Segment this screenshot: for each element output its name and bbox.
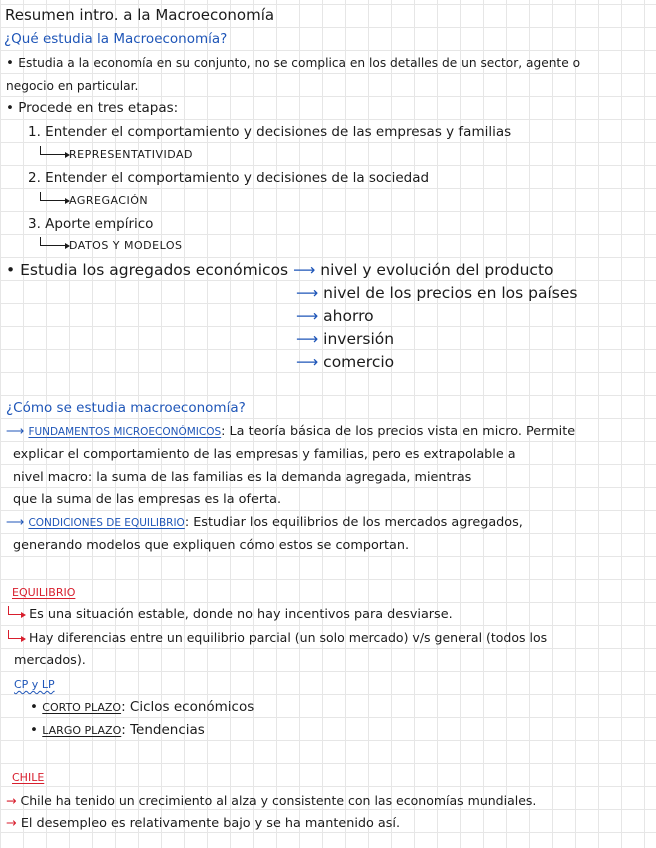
arrow-icon: ⟶ [6,424,25,439]
cp-lp-heading: CP y LP [14,678,55,691]
hook-arrow-icon [8,606,23,615]
bullet-conjunto [6,57,580,71]
step-2: 2. Entender el comportamiento y decisiones de la sociedad [28,170,430,186]
arrow-icon: → [6,816,17,831]
hook-arrow-icon [40,146,67,155]
bullet-agregados [6,263,554,279]
largo-plazo-line [30,724,205,738]
aggregate-row [296,332,394,348]
bullet-text: Estudia a la economía en su conjunto, no se complica en los detalles de un sector, agente o [18,56,581,70]
step-1: 1. Entender el comportamiento y decisiones de las empresas y familias [28,124,512,140]
step-sub-label: AGREGACIÓN [69,194,149,207]
equilibrio-line-2 [8,632,547,645]
aggregate-row [296,309,374,325]
arrow-icon: ⟶ [296,284,319,302]
aggregate-row [296,355,394,371]
corto-plazo-label: CORTO PLAZO [42,701,122,714]
chile-line-1 [6,795,536,808]
section-heading-que-estudia: ¿Qué estudia la Macroeconomía? [4,31,228,47]
bullet-dot: • [6,100,14,116]
arrow-icon: ⟶ [296,353,319,371]
chile-text: El desempleo es relativamente bajo y se ha mantenido así. [20,816,401,831]
condiciones-line [6,517,523,530]
step-3: 3. Aporte empírico [28,216,154,232]
aggregate-item: inversión [323,330,395,348]
step-1-sub [40,149,193,160]
largo-plazo-value: : Tendencias [121,722,205,738]
arrow-icon: ⟶ [293,261,316,279]
bullet-text: Procede en tres etapas: [18,100,179,116]
bullet-conjunto-cont: negocio en particular. [6,79,139,93]
arrow-icon: ⟶ [296,330,319,348]
condiciones-cont: generando modelos que expliquen cómo estos se comportan. [13,538,410,553]
chile-line-2 [6,818,400,831]
aggregate-item: ahorro [323,307,374,325]
arrow-icon: ⟶ [6,515,25,530]
fundamentos-text: : La teoría básica de los precios vista en micro. Permite [221,424,576,439]
aggregate-item: nivel de los precios en los países [323,284,578,302]
hook-arrow-icon [40,237,67,246]
aggregate-row [296,286,577,302]
section-heading-como-estudia: ¿Cómo se estudia macroeconomía? [6,400,246,416]
fundamentos-cont-2: nivel macro: la suma de las familias es la demanda agregada, mientras [13,470,472,485]
condiciones-text: : Estudiar los equilibrios de los mercados agregados, [184,515,523,530]
equilibrio-text: Hay diferencias entre un equilibrio parcial (un solo mercado) v/s general (todos los [28,630,548,645]
arrow-icon: → [6,793,17,808]
corto-plazo-line [30,701,254,715]
arrow-icon: ⟶ [296,307,319,325]
bullet-text: Estudia los agregados económicos [20,261,289,279]
bullet-dot: • [6,261,16,279]
fundamentos-line [6,426,575,439]
page-title: Resumen intro. a la Macroeconomía [5,6,275,24]
fundamentos-cont-1: explicar el comportamiento de las empresas y familias, pero es extrapolable a [13,447,516,462]
equilibrio-heading: EQUILIBRIO [12,586,76,599]
hook-arrow-icon [40,192,67,201]
chile-text: Chile ha tenido un crecimiento al alza y consistente con las economías mundiales. [20,793,537,808]
hook-arrow-icon [8,630,23,639]
aggregate-item: comercio [323,353,395,371]
step-sub-label: REPRESENTATIVIDAD [69,148,194,161]
fundamentos-cont-3: que la suma de las empresas es la oferta. [13,492,282,507]
fundamentos-label: FUNDAMENTOS MICROECONÓMICOS [28,426,222,438]
condiciones-label: CONDICIONES DE EQUILIBRIO [28,517,185,529]
bullet-dot: • [30,699,38,715]
equilibrio-text: Es una situación estable, donde no hay incentivos para desviarse. [29,607,453,622]
step-sub-label: DATOS Y MODELOS [69,239,183,252]
step-3-sub [40,240,182,251]
aggregate-item: nivel y evolución del producto [320,261,554,279]
bullet-etapas [6,102,178,116]
equilibrio-line-1 [8,609,453,622]
chile-heading: CHILE [12,771,45,784]
equilibrio-line-2-cont: mercados). [14,653,86,668]
largo-plazo-label: LARGO PLAZO [42,724,122,737]
corto-plazo-value: : Ciclos económicos [121,699,255,715]
bullet-dot: • [6,55,14,71]
step-2-sub [40,195,148,206]
bullet-dot: • [30,722,38,738]
